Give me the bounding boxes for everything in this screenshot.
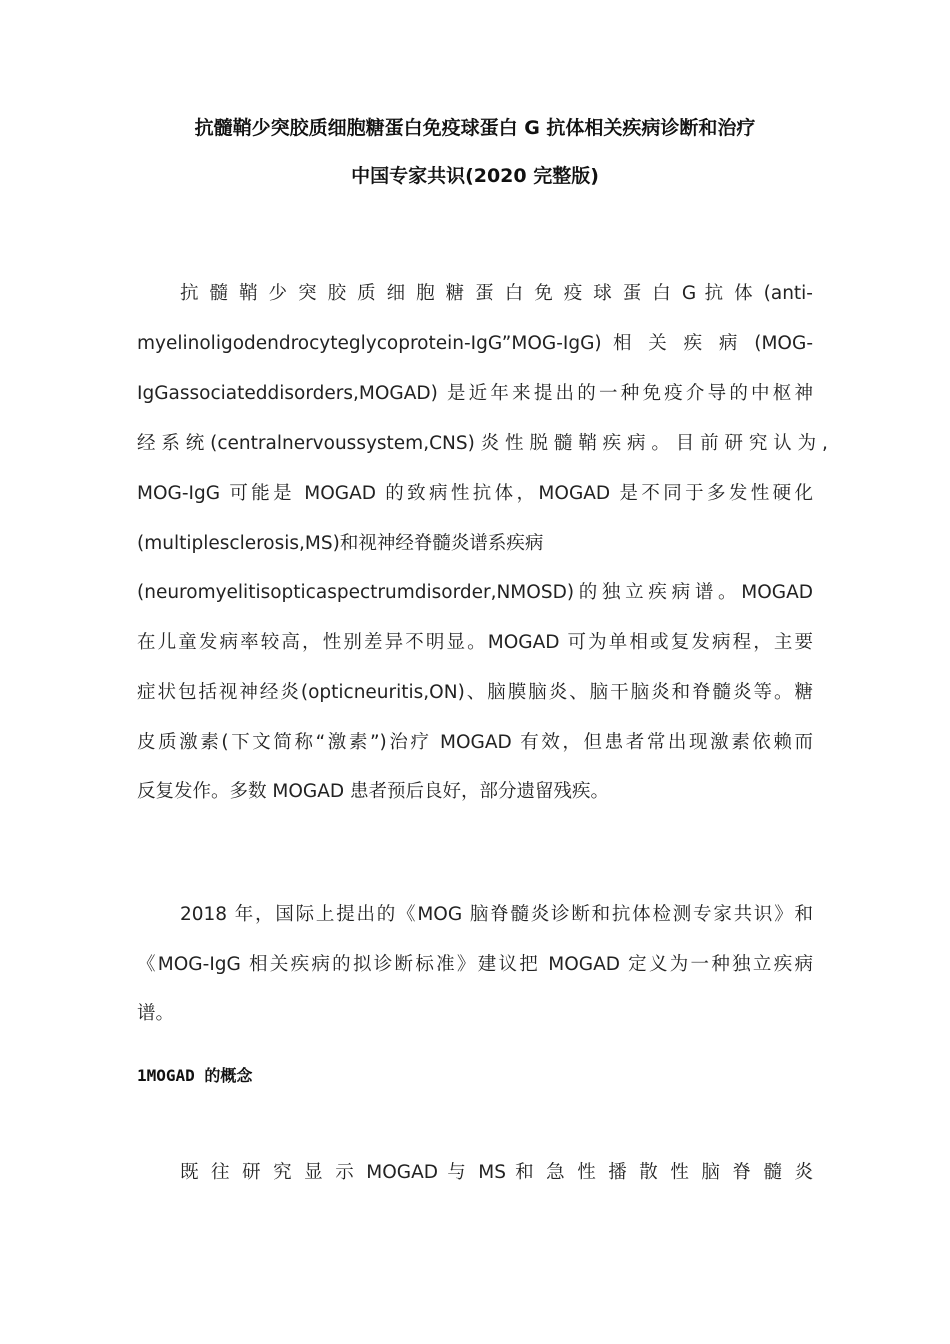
document-title-line-1: 抗髓鞘少突胶质细胞糖蛋白免疫球蛋白 G 抗体相关疾病诊断和治疗: [194, 117, 756, 139]
paragraph-1-line: 在儿童发病率较高，性别差异不明显。MOGAD 可为单相或复发病程，主要: [137, 632, 813, 653]
paragraph-2-line: 2018 年，国际上提出的《MOG 脑脊髓炎诊断和抗体检测专家共识》和: [180, 904, 813, 925]
paragraph-1-line: 症状包括视神经炎(opticneuritis,ON)、脑膜脑炎、脑干脑炎和脊髓炎等。糖: [137, 682, 813, 703]
paragraph-2-line: 谱。: [137, 1003, 175, 1024]
paragraph-1-line: IgGassociateddisorders,MOGAD) 是近年来提出的一种免疫介导的中枢神: [137, 383, 813, 404]
paragraph-1-line: 抗 髓 鞘 少 突 胶 质 细 胞 糖 蛋 白 免 疫 球 蛋 白 G 抗 体 (anti-: [180, 283, 813, 304]
paragraph-1-line: (multiplesclerosis,MS)和视神经脊髓炎谱系疾病: [137, 533, 544, 554]
paragraph-2-line: 《MOG-IgG 相关疾病的拟诊断标准》建议把 MOGAD 定义为一种独立疾病: [137, 954, 813, 975]
paragraph-3-line: 既 往 研 究 显 示 MOGAD 与 MS 和 急 性 播 散 性 脑 脊 髓 炎: [180, 1162, 813, 1183]
paragraph-1-line: 经 系 统 (centralnervoussystem,CNS) 炎 性 脱 髓 鞘 疾 病 。 目 前 研 究 认 为 ,: [137, 433, 828, 454]
paragraph-1-line: 皮质激素(下文简称“激素”)治疗 MOGAD 有效，但患者常出现激素依赖而: [137, 732, 813, 753]
paragraph-1-line: MOG-IgG 可能是 MOGAD 的致病性抗体，MOGAD 是不同于多发性硬化: [137, 483, 813, 504]
paragraph-1-line: myelinoligodendrocyteglycoprotein-IgG”MOG-IgG) 相 关 疾 病 (MOG-: [137, 333, 813, 354]
paragraph-1-line: 反复发作。多数 MOGAD 患者预后良好，部分遗留残疾。: [137, 781, 610, 802]
section-heading: 1MOGAD 的概念: [137, 1066, 253, 1085]
document-title-line-2: 中国专家共识(2020 完整版): [351, 165, 599, 187]
paragraph-1-line: (neuromyelitisopticaspectrumdisorder,NMOSD)的独立疾病谱。MOGAD: [137, 582, 813, 603]
